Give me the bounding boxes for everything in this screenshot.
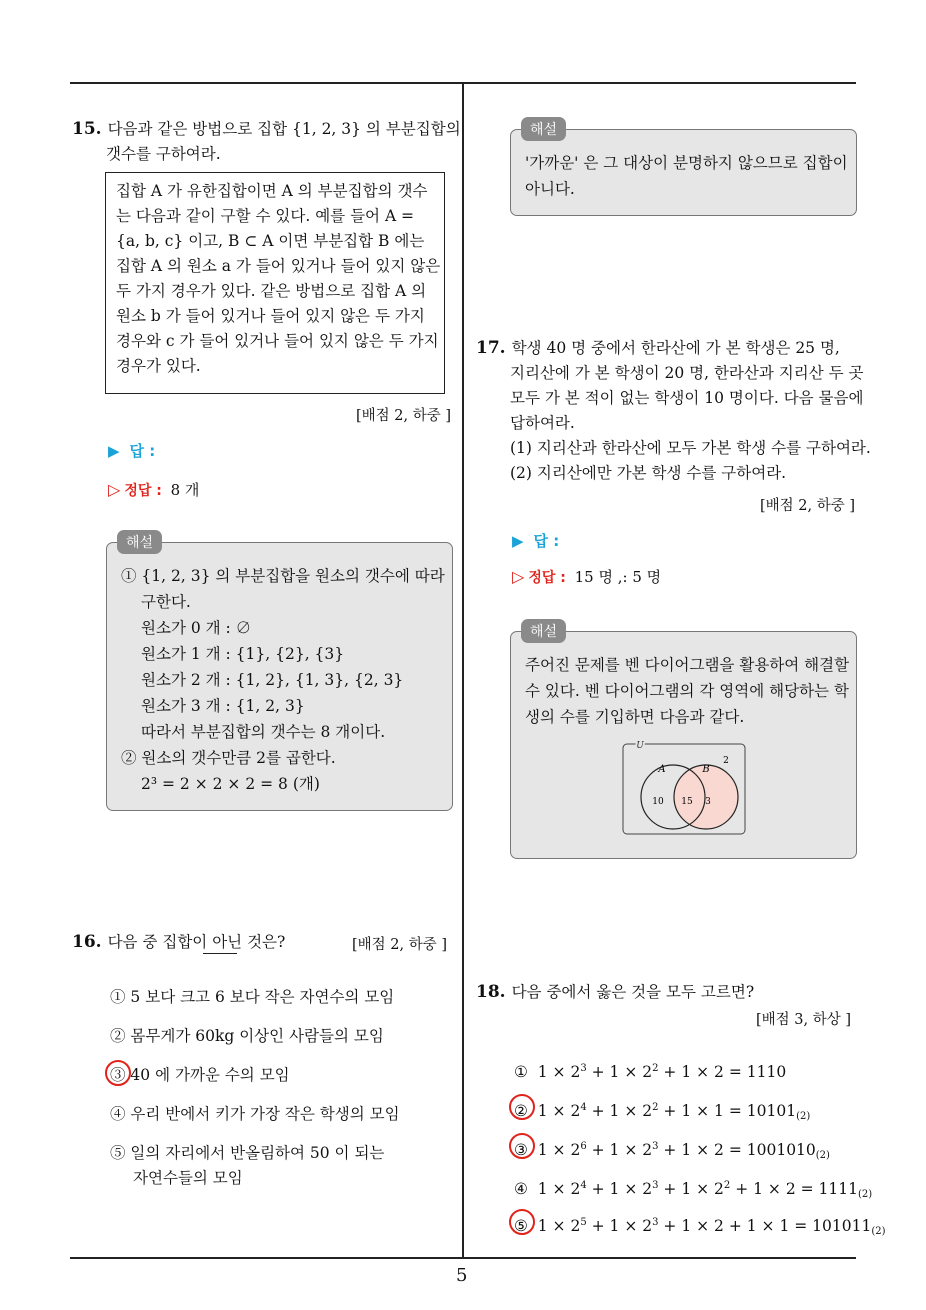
hint-line: 수 있다. 벤 다이어그램의 각 영역에 해당하는 학 (525, 682, 849, 700)
answer-label: ▶ 답 : (108, 442, 156, 460)
option-expression: $1 \times 2^6 + 1 \times 2^3 + 1 \times 2 = 1001010_{(2)}$ (537, 1141, 830, 1161)
hint-tag: 해설 (521, 619, 566, 643)
option-expression: $1 \times 2^4 + 1 \times 2^2 + 1 \times 1 = 10101_{(2)}$ (537, 1102, 811, 1122)
question-number: 17. (476, 338, 506, 358)
question-text: 갯수를 구하여라. (106, 145, 221, 163)
option-mark: ② (514, 1102, 528, 1120)
option-mark: ① (514, 1063, 528, 1081)
score-label: [배점 2, 하중 ] (356, 408, 452, 424)
hint-box (510, 624, 857, 859)
option-mark: ⑤ (514, 1217, 528, 1235)
question-15 (72, 117, 461, 167)
option-expression: $1 \times 2^4 + 1 \times 2^3 + 1 \times 2^2 + 1 \times 2 = 1111_{(2)}$ (537, 1180, 873, 1200)
score-label: [배점 3, 하상 ] (756, 1012, 852, 1028)
hint-line: 원소가 3 개 : {1, 2, 3} (141, 697, 305, 715)
box-line: 경우와 c 가 들어 있거나 들어 있지 않은 두 가지 (116, 332, 439, 350)
question-text: 지리산에 가 본 학생이 20 명, 한라산과 지리산 두 곳 (510, 364, 864, 382)
question-18 (476, 980, 754, 1005)
play-triangle-icon: ▶ (512, 532, 524, 550)
set-b-label: B (702, 764, 710, 775)
hint-box (510, 122, 857, 216)
hint-box (106, 535, 453, 811)
question-text: (1) 지리산과 한라산에 모두 가본 학생 수를 구하여라. (510, 439, 871, 457)
hint-line: 원소가 1 개 : {1}, {2}, {3} (141, 645, 345, 663)
option-1[interactable] (514, 1057, 786, 1084)
question-16 (72, 930, 285, 955)
question-text: 모두 가 본 적이 없는 학생이 10 명이다. 다음 물음에 (510, 389, 864, 407)
question-text: 학생 40 명 중에서 한라산에 가 본 학생은 25 명, (511, 339, 840, 357)
both-count: 15 (681, 797, 693, 807)
selected-answer-circle (105, 1060, 131, 1086)
question-17 (476, 336, 871, 486)
selected-answer-circle (509, 1209, 535, 1235)
question-text: 다음과 같은 방법으로 집합 {1, 2, 3} 의 부분집합의 (107, 120, 461, 138)
box-line: 경우가 있다. (116, 357, 201, 375)
hint-line: ② 원소의 갯수만큼 2를 곱한다. (121, 749, 336, 767)
set-a-label: A (658, 764, 666, 775)
question-text: 답하여라. (510, 414, 575, 432)
question-number: 16. (72, 932, 102, 952)
option-1[interactable]: ① 5 보다 크고 6 보다 작은 자연수의 모임 (110, 988, 395, 1006)
box-line: 는 다음과 같이 구할 수 있다. 예를 들어 A = (116, 207, 415, 225)
hint-tag: 해설 (117, 530, 162, 554)
only-a-count: 10 (652, 797, 664, 807)
option-4[interactable]: ④ 우리 반에서 키가 가장 작은 학생의 모임 (110, 1105, 400, 1123)
question-text: 다음 중에서 옳은 것을 모두 고르면? (511, 983, 755, 1001)
option-mark: ③ (514, 1141, 528, 1159)
question-number: 18. (476, 982, 506, 1002)
hint-line: 따라서 부분집합의 갯수는 8 개이다. (141, 723, 386, 741)
selected-answer-circle (509, 1133, 535, 1159)
hint-line: 구한다. (141, 593, 191, 611)
question-number: 15. (72, 119, 102, 139)
correct-label: 정답 : (124, 483, 162, 499)
hint-line: ① {1, 2, 3} 의 부분집합을 원소의 갯수에 따라 (121, 567, 445, 585)
option-expression: $1 \times 2^5 + 1 \times 2^3 + 1 \times 2 + 1 \times 1 = 101011_{(2)}$ (537, 1217, 886, 1237)
correct-answer (108, 479, 199, 500)
hint-line: 생의 수를 기입하면 다음과 같다. (525, 708, 745, 726)
option-mark: ④ (514, 1180, 528, 1198)
page-number: 5 (456, 1265, 468, 1286)
column-divider (462, 82, 464, 1258)
correct-label: 정답 : (528, 570, 566, 586)
correct-answer (512, 566, 661, 587)
question-text: (2) 지리산에만 가본 학생 수를 구하여라. (510, 464, 787, 482)
hint-line: 원소가 0 개 : ∅ (141, 619, 252, 637)
venn-diagram (622, 742, 750, 836)
bottom-rule (70, 1257, 856, 1259)
option-expression: $1 \times 2^3 + 1 \times 2^2 + 1 \times 2 = 1110$ (537, 1063, 787, 1081)
option-2[interactable]: ② 몸무게가 60kg 이상인 사람들의 모임 (110, 1027, 384, 1045)
universe-label: U (636, 741, 644, 751)
score-label: [배점 2, 하중 ] (760, 498, 856, 514)
option-4[interactable] (514, 1174, 872, 1207)
outline-triangle-icon: ▷ (512, 567, 525, 586)
box-line: 두 가지 경우가 있다. 같은 방법으로 집합 A 의 (116, 282, 427, 300)
underline-mark (203, 953, 237, 954)
option-5-continued: 자연수들의 모임 (133, 1169, 243, 1187)
option-3[interactable]: ③ 40 에 가까운 수의 모임 (110, 1066, 290, 1084)
hint-line: 원소가 2 개 : {1, 2}, {1, 3}, {2, 3} (141, 671, 404, 689)
box-line: {a, b, c} 이고, B ⊂ A 이면 부분집합 B 에는 (116, 232, 425, 250)
box-line: 원소 b 가 들어 있거나 들어 있지 않은 두 가지 (116, 307, 425, 325)
hint-line: 주어진 문제를 벤 다이어그램을 활용하여 해결할 (525, 656, 850, 674)
option-5[interactable] (514, 1211, 886, 1244)
definition-box (105, 172, 445, 394)
box-line: 집합 A 의 원소 a 가 들어 있거나 들어 있지 않은 (116, 257, 441, 275)
hint-line: '가까운' 은 그 대상이 분명하지 않으므로 집합이 (525, 154, 848, 172)
hint-line: 아니다. (525, 180, 575, 198)
box-line: 집합 A 가 유한집합이면 A 의 부분집합의 갯수 (116, 182, 428, 200)
selected-answer-circle (509, 1094, 535, 1120)
answer-label: ▶ 답 : (512, 532, 560, 550)
question-text: 다음 중 집합이 아닌 것은? (107, 933, 286, 951)
outline-triangle-icon: ▷ (108, 480, 121, 499)
correct-value: 8 개 (170, 481, 200, 499)
score-label: [배점 2, 하중 ] (352, 937, 448, 953)
option-2[interactable] (514, 1096, 810, 1129)
option-3[interactable] (514, 1135, 830, 1168)
only-b-count: 3 (705, 797, 711, 807)
correct-value: 15 명 ,: 5 명 (574, 568, 662, 586)
hint-line: 2³ = 2 × 2 × 2 = 8 (개) (141, 775, 320, 793)
outside-count: 2 (723, 756, 729, 766)
play-triangle-icon: ▶ (108, 442, 120, 460)
hint-tag: 해설 (521, 117, 566, 141)
option-5[interactable]: ⑤ 일의 자리에서 반올림하여 50 이 되는 (110, 1144, 385, 1162)
